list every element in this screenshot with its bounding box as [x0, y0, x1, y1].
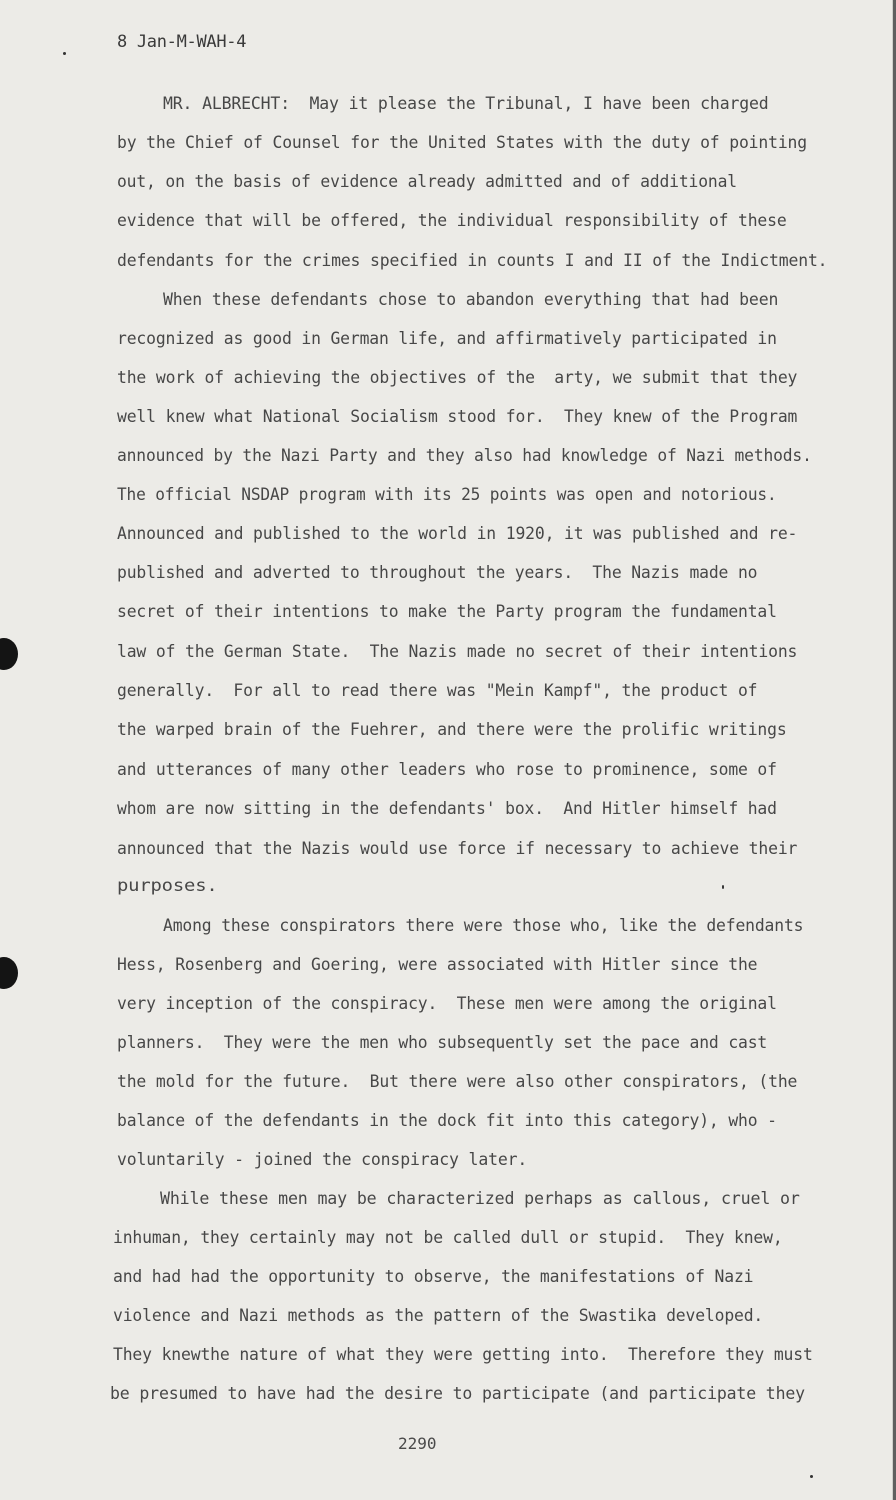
- text-line: While these men may be characterized perhaps as callous, cruel or: [160, 1189, 800, 1208]
- text-line: inhuman, they certainly may not be called dull or stupid. They knew,: [113, 1228, 783, 1247]
- text-line: announced by the Nazi Party and they also had knowledge of Nazi methods.: [117, 446, 812, 465]
- text-line: law of the German State. The Nazis made no secret of their intentions: [117, 642, 798, 661]
- text-line: Hess, Rosenberg and Goering, were associated with Hitler since the: [117, 955, 758, 974]
- text-line: MR. ALBRECHT: May it please the Tribunal, I have been charged: [163, 94, 769, 113]
- text-line: out, on the basis of evidence already admitted and of additional: [117, 172, 737, 191]
- text-line: evidence that will be offered, the individual responsibility of these: [117, 211, 787, 230]
- text-line: and utterances of many other leaders who rose to prominence, some of: [117, 760, 777, 779]
- page-number: 2290: [398, 1434, 437, 1453]
- text-line: When these defendants chose to abandon everything that had been: [163, 290, 779, 309]
- text-line: be presumed to have had the desire to participate (and participate they: [110, 1384, 805, 1403]
- text-line: announced that the Nazis would use force if necessary to achieve their: [117, 839, 798, 858]
- ink-speck: [63, 52, 66, 55]
- text-line: defendants for the crimes specified in counts I and II of the Indictment.: [117, 251, 828, 270]
- text-line: purposes.: [117, 876, 218, 895]
- text-line: by the Chief of Counsel for the United States with the duty of pointing: [117, 133, 807, 152]
- text-line: and had had the opportunity to observe, the manifestations of Nazi: [113, 1267, 754, 1286]
- text-line: published and adverted to throughout the years. The Nazis made no: [117, 563, 758, 582]
- text-line: very inception of the conspiracy. These men were among the original: [117, 994, 777, 1013]
- text-line: Announced and published to the world in 1920, it was published and re-: [117, 524, 798, 543]
- text-line: the mold for the future. But there were also other conspirators, (the: [117, 1072, 798, 1091]
- text-line: the work of achieving the objectives of the arty, we submit that they: [117, 368, 798, 387]
- text-line: recognized as good in German life, and affirmatively participated in: [117, 329, 777, 348]
- text-line: The official NSDAP program with its 25 points was open and notorious.: [117, 485, 777, 504]
- text-line: planners. They were the men who subsequently set the pace and cast: [117, 1033, 768, 1052]
- document-header: 8 Jan-M-WAH-4: [117, 32, 247, 52]
- ink-speck: [722, 885, 724, 889]
- text-line: Among these conspirators there were those who, like the defendants: [163, 916, 804, 935]
- text-line: violence and Nazi methods as the pattern of the Swastika developed.: [113, 1306, 764, 1325]
- ink-speck: [810, 1475, 813, 1478]
- text-line: well knew what National Socialism stood for. They knew of the Program: [117, 407, 798, 426]
- text-line: the warped brain of the Fuehrer, and there were the prolific writings: [117, 720, 787, 739]
- text-line: voluntarily - joined the conspiracy later.: [117, 1150, 528, 1169]
- text-line: whom are now sitting in the defendants' box. And Hitler himself had: [117, 799, 777, 818]
- punch-hole: [0, 957, 18, 989]
- text-line: balance of the defendants in the dock fit into this category), who -: [117, 1111, 777, 1130]
- punch-hole: [0, 638, 18, 670]
- text-line: generally. For all to read there was "Mein Kampf", the product of: [117, 681, 758, 700]
- text-line: They knewthe nature of what they were getting into. Therefore they must: [113, 1345, 813, 1364]
- text-line: secret of their intentions to make the Party program the fundamental: [117, 602, 777, 621]
